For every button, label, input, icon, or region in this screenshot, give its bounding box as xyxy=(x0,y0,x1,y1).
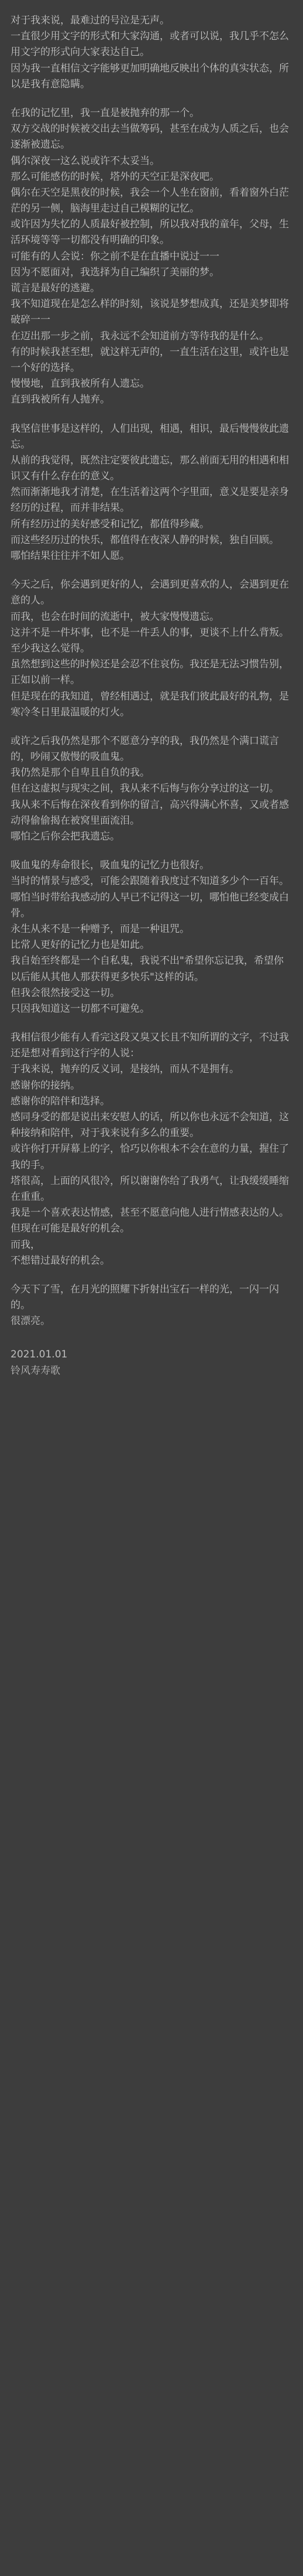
text-line: 因为不愿面对，我选择为自己编织了美丽的梦。 xyxy=(11,266,219,278)
text-line: 我从来不后悔在深夜看到你的留言，高兴得满心怀喜，又或者感动得偷偷揭在被窝里面流泪。 xyxy=(11,799,289,827)
text-line: 但是现在的我知道，曾经相遇过，就是我们彼此最好的礼物，是寒冷冬日里最温暖的灯火。 xyxy=(11,690,289,718)
text-line: 今天之后，你会遇到更好的人，会遇到更喜欢的人，会遇到更在意的人。 xyxy=(11,579,289,607)
paragraph-block xyxy=(11,1282,292,1330)
letter-body xyxy=(11,13,292,1329)
text-line: 但我会很然接受这一切。 xyxy=(11,987,120,999)
text-line: 那么可能感伤的时候，塔外的天空正是深夜吧。 xyxy=(11,170,219,183)
text-line: 在我的记忆里，我一直是被抛弃的那一个。 xyxy=(11,107,199,119)
text-line: 吸血鬼的寿命很长，吸血鬼的记忆力也很好。 xyxy=(11,859,209,872)
text-line: 今天下了雪，在月光的照耀下折射出宝石一样的光，一闪一闪的。 xyxy=(11,1283,279,1312)
text-line: 慢慢地，直到我被所有人遗忘。 xyxy=(11,378,150,390)
letter-date: 2021.01.01 xyxy=(11,1349,68,1361)
text-line: 在迈出那一步之前，我永远不会知道前方等待我的是什么。 xyxy=(11,330,269,342)
paragraph-block xyxy=(11,577,292,721)
text-line: 我相信很少能有人看完这段又臭又长且不知所谓的文字，不过我还是想对看到这行字的人说： xyxy=(11,1032,289,1060)
text-line: 我自始至终都是一个自私鬼，我说不出"希望你忘记我，希望你以后能从其他人那获得更多快乐"这样的话。 xyxy=(11,955,284,983)
text-line: 双方交战的时候被交出去当做筹码，甚至在成为人质之后，也会逐渐被遗忘。 xyxy=(11,123,289,151)
text-line: 永生从来不是一种赠予，而是一种诅咒。 xyxy=(11,923,190,935)
text-line: 然而渐渐地我才清楚，在生活着这两个字里面，意义是要是亲身经历的过程，而并非结果。 xyxy=(11,486,289,514)
text-line: 感同身受的都是说出来安慰人的话，所以你也永远不会知道，这种接纳和陪伴，对于我来说有多么的重要。 xyxy=(11,1111,289,1139)
text-line: 或许之后我仍然是那个不愿意分享的我，我仍然是个满口谎言的，吵闹又傲慢的吸血鬼。 xyxy=(11,735,279,763)
text-line: 偶尔在天空是黑夜的时候，我会一个人坐在窗前，看着窗外白茫茫的另一侧，脑海里走过自己模糊的记忆。 xyxy=(11,186,289,215)
paragraph-block xyxy=(11,733,292,845)
text-line: 我是一个喜欢表达情感，甚至不愿意向他人进行情感表达的人。 xyxy=(11,1207,289,1219)
text-line: 虽然想到这些的时候还是会忍不住哀伤。我还是无法习惯告别，正如以前一样。 xyxy=(11,658,289,687)
text-line: 很漂亮。 xyxy=(11,1315,50,1328)
text-line: 比常人更好的记忆力也是如此。 xyxy=(11,939,150,951)
text-line: 或许因为失忆的人质最好被控制，所以我对我的童年，父母，生活环境等等一切都没有明确的印象。 xyxy=(11,219,289,247)
text-line: 而我，也会在时间的流逝中，被大家慢慢遗忘。 xyxy=(11,610,219,623)
letter-signature: 铃风寿寿歌 xyxy=(11,1364,60,1377)
text-line: 而这些经历过的快乐，都值得在夜深人静的时候，独自回顾。 xyxy=(11,534,279,546)
text-line: 只因我知道这一切都不可避免。 xyxy=(11,1002,150,1015)
text-line: 我坚信世事是这样的，人们出现，相遇，相识，最后慢慢彼此遗忘。 xyxy=(11,422,289,451)
text-line: 或许你打开屏幕上的字，恰巧以你根本不会在意的力量，握住了我的手。 xyxy=(11,1143,289,1171)
paragraph-block xyxy=(11,858,292,1017)
paragraph-block xyxy=(11,1030,292,1269)
text-line: 而我， xyxy=(11,1238,40,1251)
text-line: 因为我一直相信文字能够更加明确地反映出个体的真实状态，所以是我有意隐瞒。 xyxy=(11,62,289,90)
text-line: 这并不是一件坏事，也不是一件丢人的事，更谈不上什么背叛。 xyxy=(11,626,289,639)
text-line: 有的时候我甚至想，就这样无声的，一直生活在这里，或许也是一个好的选择。 xyxy=(11,346,289,374)
text-line: 哪怕之后你会把我遗忘。 xyxy=(11,831,120,842)
text-line: 感谢你的接纳。 xyxy=(11,1079,80,1091)
text-line: 哪怕当时带给我感动的人早已不记得这一切，哪怕他已经变成白骨。 xyxy=(11,891,289,919)
text-line: 一直很少用文字的形式和大家沟通，或者可以说，我几乎不怎么用文字的形式向大家表达自己。 xyxy=(11,30,289,59)
text-line: 我不知道现在是怎么样的时刻，该说是梦想成真，还是美梦即将破碎一一 xyxy=(11,298,289,326)
text-line: 但现在可能是最好的机会。 xyxy=(11,1223,130,1235)
letter-footer xyxy=(11,1347,292,1379)
text-line: 至少我这么觉得。 xyxy=(11,642,90,654)
paragraph-block xyxy=(11,105,292,408)
text-line: 所有经历过的美好感受和记忆，都值得珍藏。 xyxy=(11,518,209,530)
paragraph-block xyxy=(11,13,292,93)
paragraph-block xyxy=(11,421,292,565)
text-line: 当时的情景与感受，可能会跟随着我度过不知道多少个一百年。 xyxy=(11,875,289,888)
text-line: 哪怕结果往往并不如人愿。 xyxy=(11,550,130,562)
text-line: 偶尔深夜一这么说或许不太妥当。 xyxy=(11,155,160,167)
text-line: 塔很高，上面的风很冷，所以谢谢你给了我勇气，让我缓缓睡缩在重重。 xyxy=(11,1175,289,1203)
text-line: 不想错过最好的机会。 xyxy=(11,1254,110,1267)
text-line: 对于我来说，最难过的号泣是无声。 xyxy=(11,15,170,26)
text-line: 从前的我觉得，既然注定要彼此遗忘，那么前面无用的相遇和相识又有什么存在的意义。 xyxy=(11,454,289,483)
text-line: 我仍然是那个自卑且自负的我。 xyxy=(11,767,150,779)
text-line: 但在这虚拟与现实之间，我从来不后悔与你分享过的这一切。 xyxy=(11,783,279,795)
text-line: 感谢你的陪伴和选择。 xyxy=(11,1095,110,1107)
text-line: 于我来说，抛弃的反义词，是接纳，而从不是拥有。 xyxy=(11,1063,239,1076)
text-line: 谎言是最好的逃避。 xyxy=(11,282,100,294)
text-line: 直到我被所有人抛弃。 xyxy=(11,394,110,406)
text-line: 可能有的人会说：你之前不是在直播中说过一一 xyxy=(11,250,219,262)
